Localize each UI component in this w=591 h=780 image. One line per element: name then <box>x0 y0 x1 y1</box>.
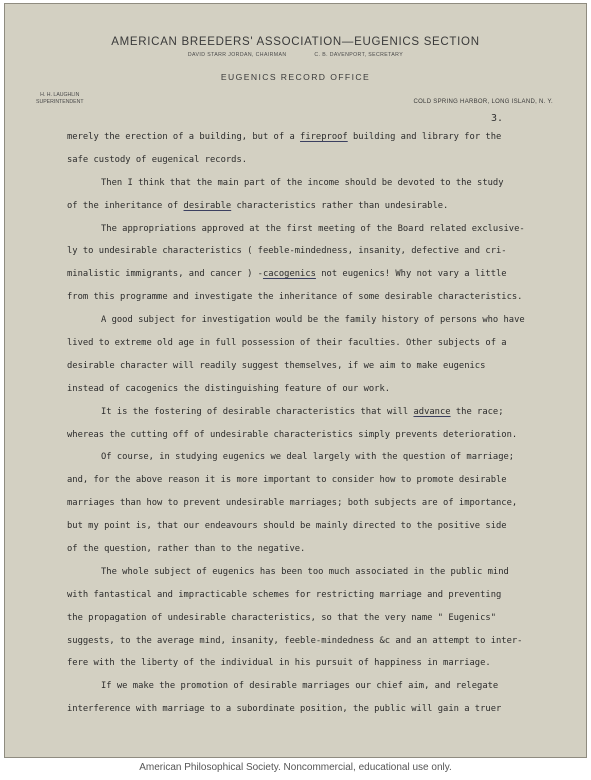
body-line: desirable character will readily suggest themselves, if we aim to make eugenics <box>67 360 486 371</box>
body-line: the propagation of undesirable characteristics, so that the very name " Eugenics" <box>67 612 496 623</box>
attribution-footer: American Philosophical Society. Noncommercial, educational use only. <box>139 762 452 773</box>
body-line: fere with the liberty of the individual in his pursuit of happiness in marriage. <box>67 658 491 669</box>
body-line: interference with marriage to a subordinate position, the public will gain a truer <box>67 704 502 715</box>
body-line: of the question, rather than to the negative. <box>67 544 306 555</box>
letterhead-association: AMERICAN BREEDERS' ASSOCIATION—EUGENICS SECTION <box>111 36 480 48</box>
superintendent-name: H. H. LAUGHLIN <box>40 92 80 98</box>
superintendent-title: SUPERINTENDENT <box>36 99 84 105</box>
body-line: safe custody of eugenical records. <box>67 154 248 165</box>
underlined-word: desirable <box>183 200 232 211</box>
body-line: but my point is, that our endeavours should be mainly directed to the positive side <box>67 521 507 532</box>
body-line: The whole subject of eugenics has been too much associated in the public mind <box>101 566 509 577</box>
letterhead-location: COLD SPRING HARBOR, LONG ISLAND, N. Y. <box>413 99 553 105</box>
text-run: merely the erection of a building, but of a <box>67 132 301 142</box>
body-line: with fantastical and impracticable schemes for restricting marriage and preventing <box>67 589 502 600</box>
letterhead-office: EUGENICS RECORD OFFICE <box>220 72 371 82</box>
letterhead-chairman: DAVID STARR JORDAN, CHAIRMAN <box>187 52 287 58</box>
body-line: instead of cacogenics the distinguishing feature of our work. <box>67 383 391 394</box>
text-run: not eugenics! Why not vary a little <box>315 269 507 280</box>
text-run: minalistic immigrants, and cancer ) - <box>67 269 263 280</box>
body-line: lived to extreme old age in full possession of their faculties. Other subjects of a <box>67 338 507 349</box>
body-line: marriages than how to prevent undesirable marriages; both subjects are of importance, <box>67 498 518 509</box>
letterhead-officers <box>5 52 586 58</box>
letterhead-superintendent <box>36 92 84 106</box>
body-line: The appropriations approved at the first meeting of the Board related exclusive- <box>101 223 525 234</box>
body-line: from this programme and investigate the inheritance of some desirable characteristics. <box>67 292 523 303</box>
letterhead-secretary: C. B. DAVENPORT, SECRETARY <box>314 52 404 58</box>
underlined-word: cacogenics <box>262 269 316 280</box>
underlined-word: fireproof <box>300 132 348 142</box>
text-run: the race; <box>450 406 504 417</box>
underlined-word: advance <box>413 406 451 417</box>
body-line <box>67 401 567 424</box>
text-run: of the inheritance of <box>67 200 184 211</box>
body-line <box>67 263 567 286</box>
body-line: A good subject for investigation would be the family history of persons who have <box>101 315 525 326</box>
body-line <box>67 195 567 218</box>
text-run: It is the fostering of desirable characteristics that will <box>101 406 414 417</box>
letter-body <box>67 126 567 721</box>
body-line <box>67 126 567 149</box>
body-line: suggests, to the average mind, insanity, feeble-mindedness &c and an attempt to inter- <box>67 635 523 646</box>
page-number: 3. <box>491 113 504 124</box>
body-line: ly to undesirable characteristics ( feeble-mindedness, insanity, defective and cri- <box>67 246 507 257</box>
body-line: whereas the cutting off of undesirable characteristics simply prevents deterioration. <box>67 429 518 440</box>
text-run: characteristics rather than undesirable. <box>231 200 449 211</box>
body-line: Then I think that the main part of the income should be devoted to the study <box>101 177 504 188</box>
body-line: and, for the above reason it is more important to consider how to promote desirable <box>67 475 507 486</box>
text-run: building and library for the <box>347 132 502 142</box>
letter-page <box>4 3 587 758</box>
body-line: If we make the promotion of desirable marriages our chief aim, and relegate <box>101 681 499 692</box>
body-line: Of course, in studying eugenics we deal largely with the question of marriage; <box>101 452 515 463</box>
